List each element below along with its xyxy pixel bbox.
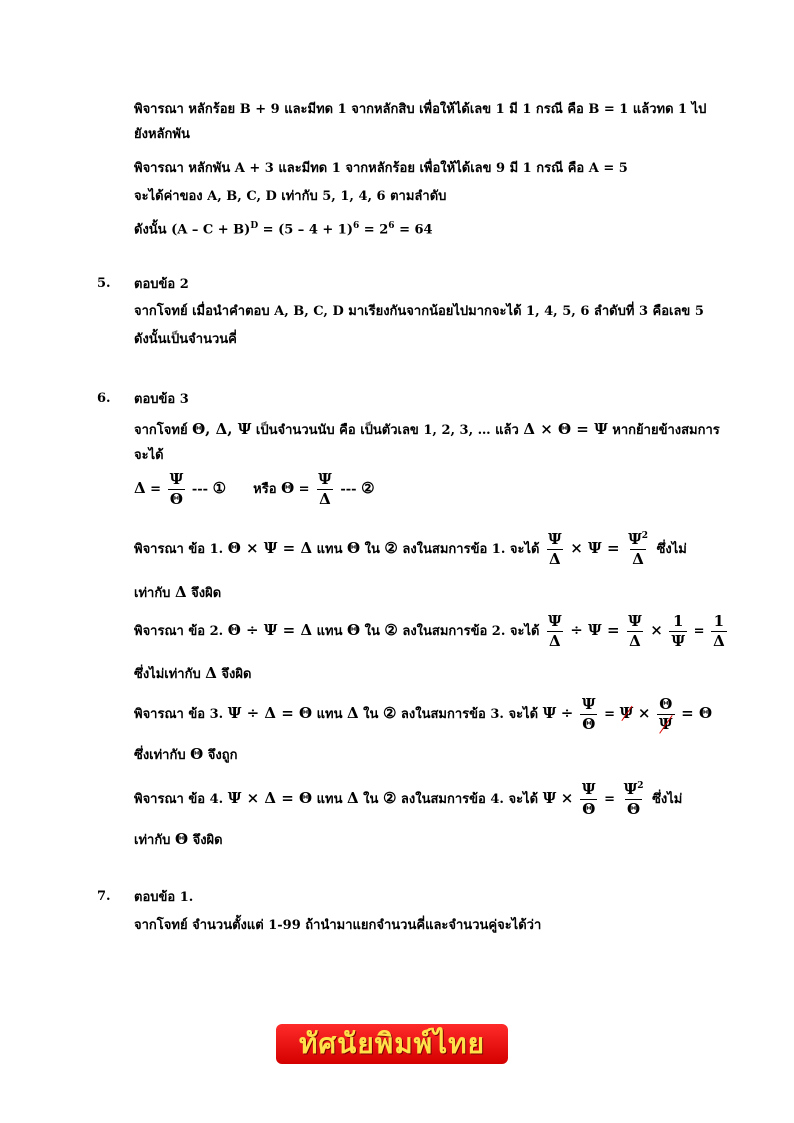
- text-line: เท่ากับ Θ จึงผิด: [134, 830, 223, 848]
- text-line: ดังนั้นเป็นจำนวนคี่: [134, 332, 237, 347]
- text-line: จากโจทย์ Θ, Δ, Ψ เป็นจำนวนนับ คือ เป็นตัวเลข 1, 2, 3, … แล้ว Δ × Θ = Ψ หากย้ายข้างสมการ: [134, 420, 720, 438]
- fraction: $\frac{\Psi}{\Delta}$: [628, 612, 642, 650]
- fraction: $\frac{\Theta}{\Psi}$: [658, 695, 673, 733]
- text-line: พิจารณา หลักพัน A + 3 และมีทด 1 จากหลักร้อย เพื่อให้ได้เลข 9 มี 1 กรณี คือ A = 5: [134, 161, 628, 176]
- text-line: เท่ากับ Δ จึงผิด: [134, 583, 222, 601]
- question-number: 5.: [97, 276, 111, 291]
- question-number: 7.: [97, 889, 111, 904]
- fraction: $\frac{\Psi}{\Delta}$: [318, 470, 332, 508]
- fraction: $\frac{\Psi^2}{\Theta}$: [623, 780, 644, 818]
- text-line: ซึ่งไม่เท่ากับ Δ จึงผิด: [134, 664, 252, 682]
- answer-heading: ตอบข้อ 3: [134, 392, 189, 407]
- equation-line: พิจารณา ข้อ 2. Θ ÷ Ψ = Δ แทน Θ ใน ② ลงในสมการข้อ 2. จะได้ $\frac{\Psi}{\Delta}$ ÷ Ψ = $\frac{\Psi}{\Delta}$ × $\frac{1}{\Psi}$ = $\frac{1}{\Delta}$: [134, 612, 725, 650]
- fraction: $\frac{1}{\Delta}$: [713, 612, 725, 650]
- fraction: $\frac{\Psi}{\Delta}$: [548, 612, 562, 650]
- question-number: 6.: [97, 391, 111, 406]
- formula-line: ดังนั้น $(A - C + B)^D = (5 - 4 + 1)^6 = 2^6 = 64$: [134, 221, 433, 238]
- text-line: พิจารณา หลักร้อย B + 9 และมีทด 1 จากหลักสิบ เพื่อให้ได้เลข 1 มี 1 กรณี คือ B = 1 แล้วทด 1 ไป: [134, 102, 707, 117]
- fraction: $\frac{\Psi}{\Theta}$: [581, 695, 596, 733]
- equation-line: Δ = $\frac{\Psi}{\Theta}$ --- ① หรือ Θ = $\frac{\Psi}{\Delta}$ --- ②: [134, 470, 375, 508]
- fraction: $\frac{\Psi^2}{\Delta}$: [628, 530, 649, 568]
- fraction: $\frac{\Psi}{\Delta}$: [548, 530, 562, 568]
- text-line: จากโจทย์ จำนวนตั้งแต่ 1-99 ถ้านำมาแยกจำนวนคี่และจำนวนคู่จะได้ว่า: [134, 918, 542, 933]
- fraction: $\frac{1}{\Psi}$: [671, 612, 686, 650]
- cancelled-term: Ψ: [619, 704, 634, 722]
- fraction: $\frac{\Psi}{\Theta}$: [581, 780, 596, 818]
- answer-heading: ตอบข้อ 1.: [134, 890, 194, 905]
- fraction: $\frac{\Psi}{\Theta}$: [169, 470, 184, 508]
- publisher-logo: ทัศนัยพิมพ์ไทย: [276, 1024, 508, 1064]
- text-line: ซึ่งเท่ากับ Θ จึงถูก: [134, 745, 238, 763]
- answer-heading: ตอบข้อ 2: [134, 277, 189, 292]
- equation-line: พิจารณา ข้อ 4. Ψ × Δ = Θ แทน Δ ใน ② ลงในสมการข้อ 4. จะได้ Ψ × $\frac{\Psi}{\Theta}$ = $\frac{\Psi^2}{\Theta}$ ซึ่งไม่: [134, 780, 683, 818]
- text-line: จะได้: [134, 448, 164, 463]
- equation-line: พิจารณา ข้อ 1. Θ × Ψ = Δ แทน Θ ใน ② ลงในสมการข้อ 1. จะได้ $\frac{\Psi}{\Delta}$ × Ψ = $\frac{\Psi^2}{\Delta}$ ซึ่งไม่: [134, 530, 687, 568]
- equation-line: พิจารณา ข้อ 3. Ψ ÷ Δ = Θ แทน Δ ใน ② ลงในสมการข้อ 3. จะได้ Ψ ÷ $\frac{\Psi}{\Theta}$ = Ψ × $\frac{\Theta}{\Psi}$ = Θ: [134, 695, 713, 733]
- text-line: จากโจทย์ เมื่อนำคำตอบ A, B, C, D มาเรียงกันจากน้อยไปมากจะได้ 1, 4, 5, 6 ลำดับที่ 3 คือเลข 5: [134, 304, 704, 319]
- text-line: จะได้ค่าของ A, B, C, D เท่ากับ 5, 1, 4, 6 ตามลำดับ: [134, 189, 447, 204]
- text-line: ยังหลักพัน: [134, 127, 190, 142]
